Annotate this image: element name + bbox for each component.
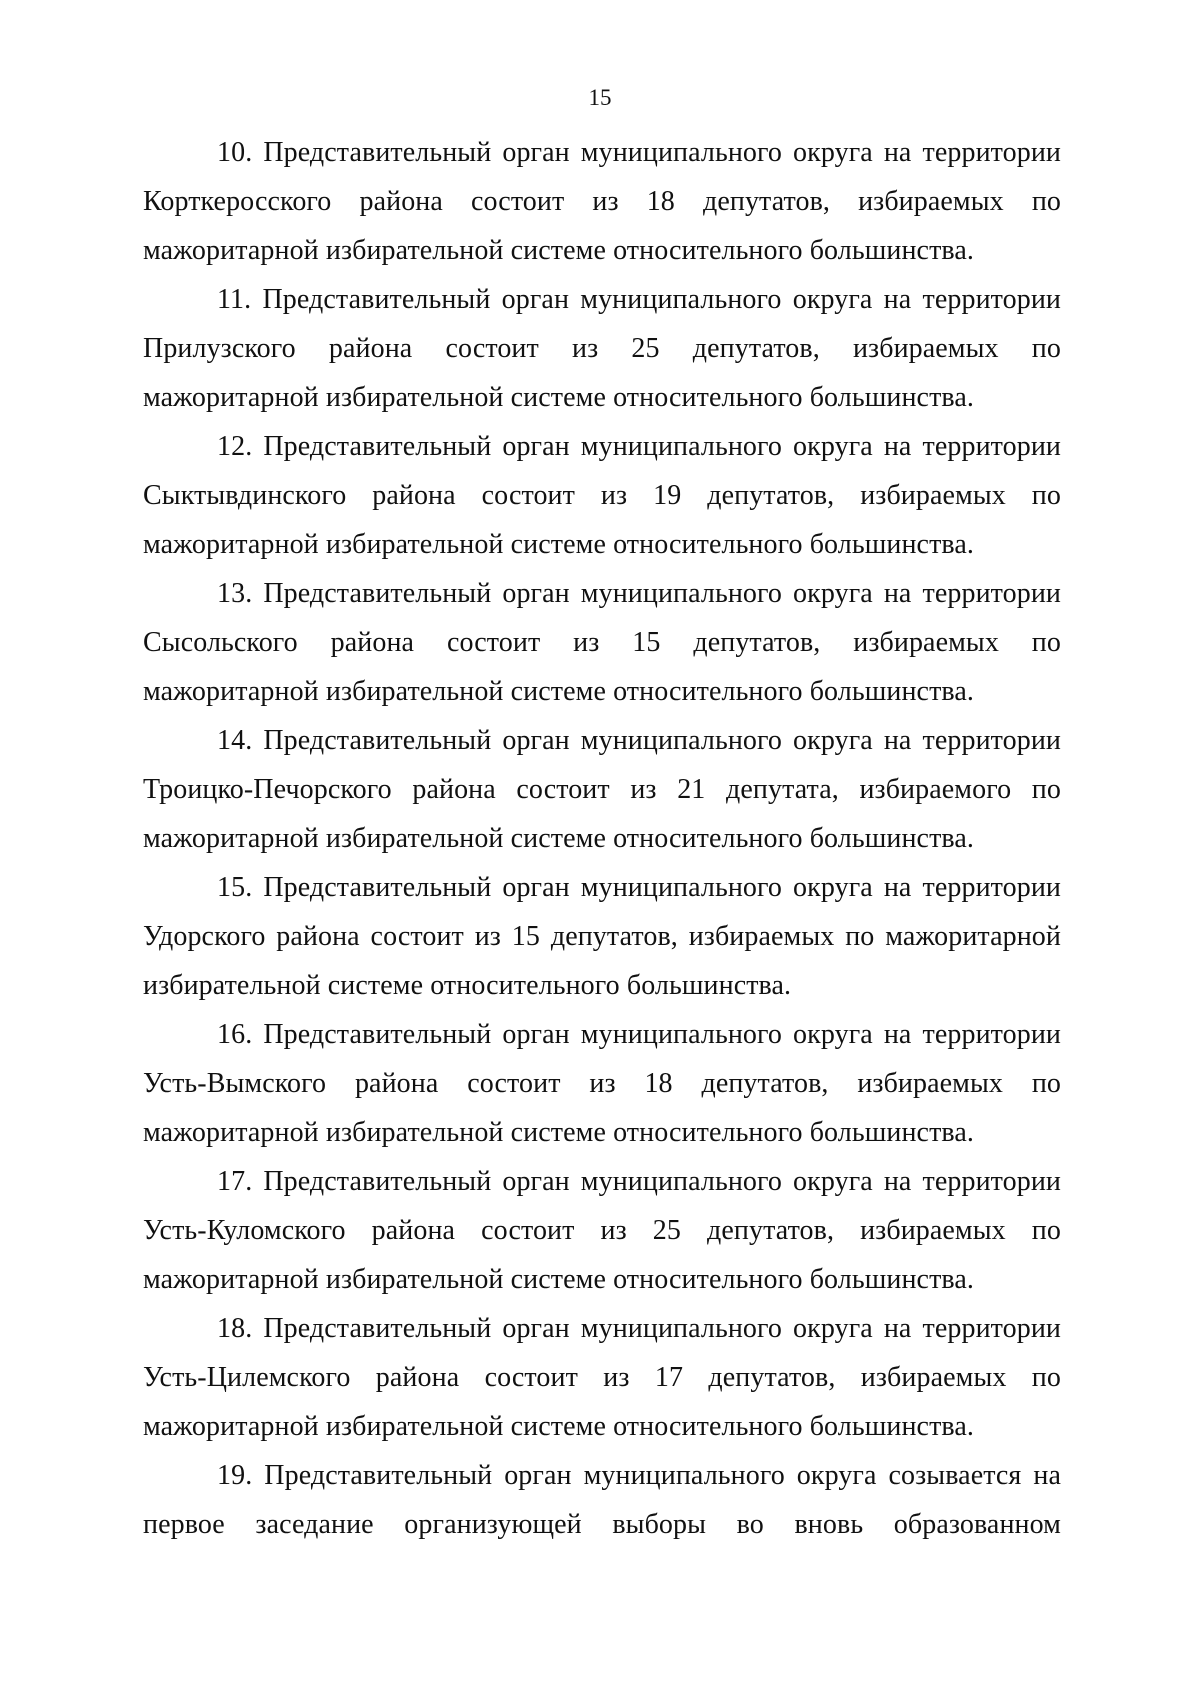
paragraph-12: 12. Представительный орган муниципального округа на территории Сыктывдинского района состоит из 19 депутатов, избираемых по мажоритарной избирательной системе относительного большинства. (143, 431, 1061, 560)
paragraph-17: 17. Представительный орган муниципального округа на территории Усть-Куломского района состоит из 25 депутатов, избираемых по мажоритарной избирательной системе относительного большинства. (143, 1166, 1061, 1295)
page-number: 15 (588, 85, 612, 110)
paragraph-10: 10. Представительный орган муниципального округа на территории Корткеросского района состоит из 18 депутатов, избираемых по мажоритарной избирательной системе относительного большинства. (143, 137, 1061, 266)
paragraph-13: 13. Представительный орган муниципального округа на территории Сысольского района состоит из 15 депутатов, избираемых по мажоритарной избирательной системе относительного большинства. (143, 578, 1061, 707)
paragraph-14: 14. Представительный орган муниципального округа на территории Троицко-Печорского района состоит из 21 депутата, избираемого по мажоритарной избирательной системе относительного большинства. (143, 725, 1061, 854)
paragraph-16: 16. Представительный орган муниципального округа на территории Усть-Вымского района состоит из 18 депутатов, избираемых по мажоритарной избирательной системе относительного большинства. (143, 1019, 1061, 1148)
document-body (143, 128, 1061, 1549)
paragraph-15: 15. Представительный орган муниципального округа на территории Удорского района состоит из 15 депутатов, избираемых по мажоритарной избирательной системе относительного большинства. (143, 872, 1061, 1001)
paragraph-19: 19. Представительный орган муниципального округа созывается на первое заседание организующей выборы во вновь образованном (143, 1460, 1061, 1540)
paragraph-11: 11. Представительный орган муниципального округа на территории Прилузского района состоит из 25 депутатов, избираемых по мажоритарной избирательной системе относительного большинства. (143, 284, 1061, 413)
paragraph-18: 18. Представительный орган муниципального округа на территории Усть-Цилемского района состоит из 17 депутатов, избираемых по мажоритарной избирательной системе относительного большинства. (143, 1313, 1061, 1442)
